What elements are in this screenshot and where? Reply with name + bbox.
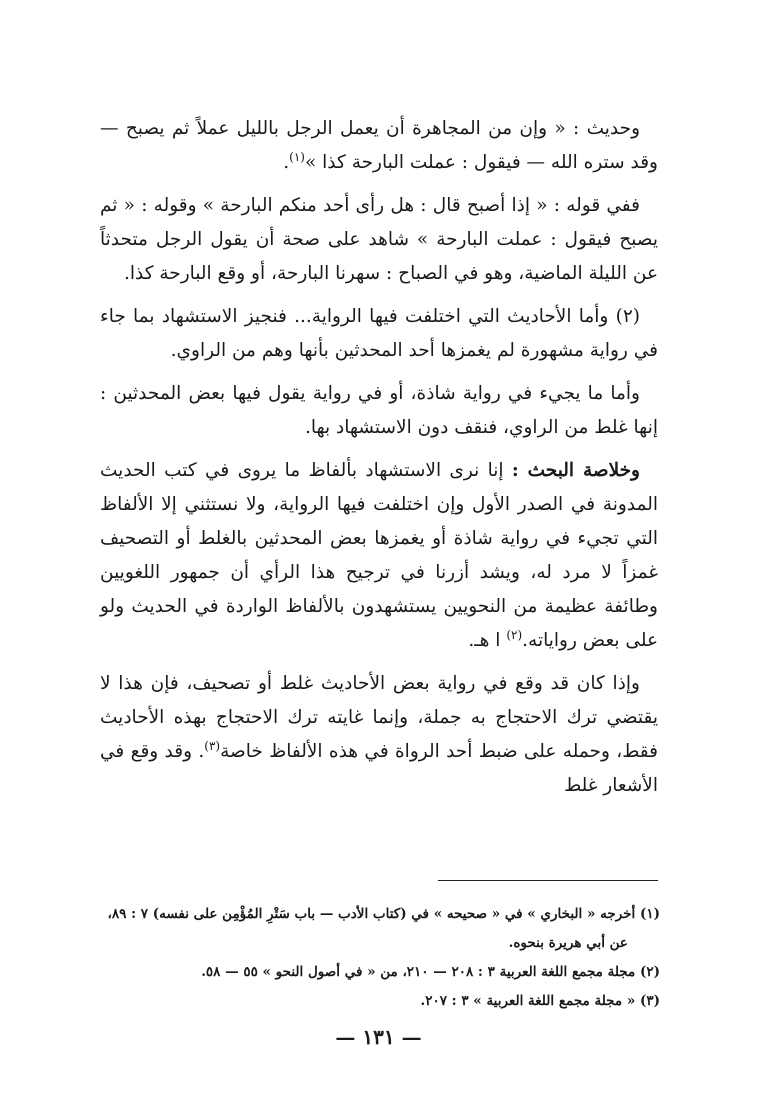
footnote-ref: (١) — [289, 149, 305, 164]
paragraph: وحديث : « وإن من المجاهرة أن يعمل الرجل بالليل عملاً ثم يصبح — وقد ستره الله — فيقول : عملت البارحة كذا »$^{(١)}$. — [100, 118, 658, 173]
footnote-ref: (٣) — [204, 738, 221, 753]
footnote: (٢) مجلة مجمع اللغة العربية ٣ : ٢٠٨ — ٢١٠، من « في أصول النحو » ٥٥ — ٥٨. — [201, 964, 660, 980]
main-text — [100, 112, 658, 812]
summary-lead: وخلاصة البحث : — [511, 460, 640, 481]
footnote: (١) أخرجه « البخاري » في « صحيحه » في (كتاب الأدب — باب سَتْرِ المُؤْمِن على نفسه) ٧ : ٨٩، — [107, 906, 660, 922]
footnote-continuation: عن أبي هريرة بنحوه. — [508, 935, 628, 951]
paragraph: (٢) وأما الأحاديث التي اختلفت فيها الرواية... فنجيز الاستشهاد بما جاء في رواية مشهورة لم يغمزها أحد المحدثين بأنها وهم من الراوي. — [100, 306, 658, 361]
footnote-divider — [438, 880, 658, 881]
paragraph: وأما ما يجيء في رواية شاذة، أو في رواية يقول فيها بعض المحدثين : إنها غلط من الراوي، فنقف دون الاستشهاد بها. — [100, 383, 658, 438]
footnotes — [100, 900, 660, 1016]
paragraph: وإذا كان قد وقع في رواية بعض الأحاديث غلط أو تصحيف، فإن هذا لا يقتضي ترك الاحتجاج به جملة، وإنما غايته ترك الاحتجاج بهذه الأحاديث فقط، وحمله على ضبط أحد الرواة في هذه الألفاظ خاصة$^{(٣)}$. وقد وقع في الأشعار غلط — [100, 673, 658, 796]
page-number: — ١٣١ — — [335, 1025, 422, 1049]
paragraph: ففي قوله : « إذا أصبح قال : هل رأى أحد منكم البارحة » وقوله : « ثم يصبح فيقول : عملت البارحة » شاهد على صحة أن يقول الرجل متحدثاً عن الليلة الماضية، وهو في الصباح : سهرنا البارحة، أو وقع البارحة كذا. — [100, 195, 658, 284]
paragraph: وخلاصة البحث : إنا نرى الاستشهاد بألفاظ ما يروى في كتب الحديث المدونة في الصدر الأول وإن اختلفت فيها الرواية، ولا نستثني إلا الألفاظ التي تجيء في رواية شاذة أو يغمزها بعض المحدثين بالغلط أو التصحيف غمزاً لا مرد له، ويشد أزرنا في ترجيح هذا الرأي أن جمهور اللغويين وطائفة عظيمة من النحويين يستشهدون بالألفاظ الواردة في الحديث ولو على بعض رواياته.$^{(٢)}$ ا هـ. — [100, 460, 658, 651]
footnote-ref: (٢) — [506, 627, 523, 642]
footnote: (٣) « مجلة مجمع اللغة العربية » ٣ : ٢٠٧. — [420, 993, 660, 1009]
